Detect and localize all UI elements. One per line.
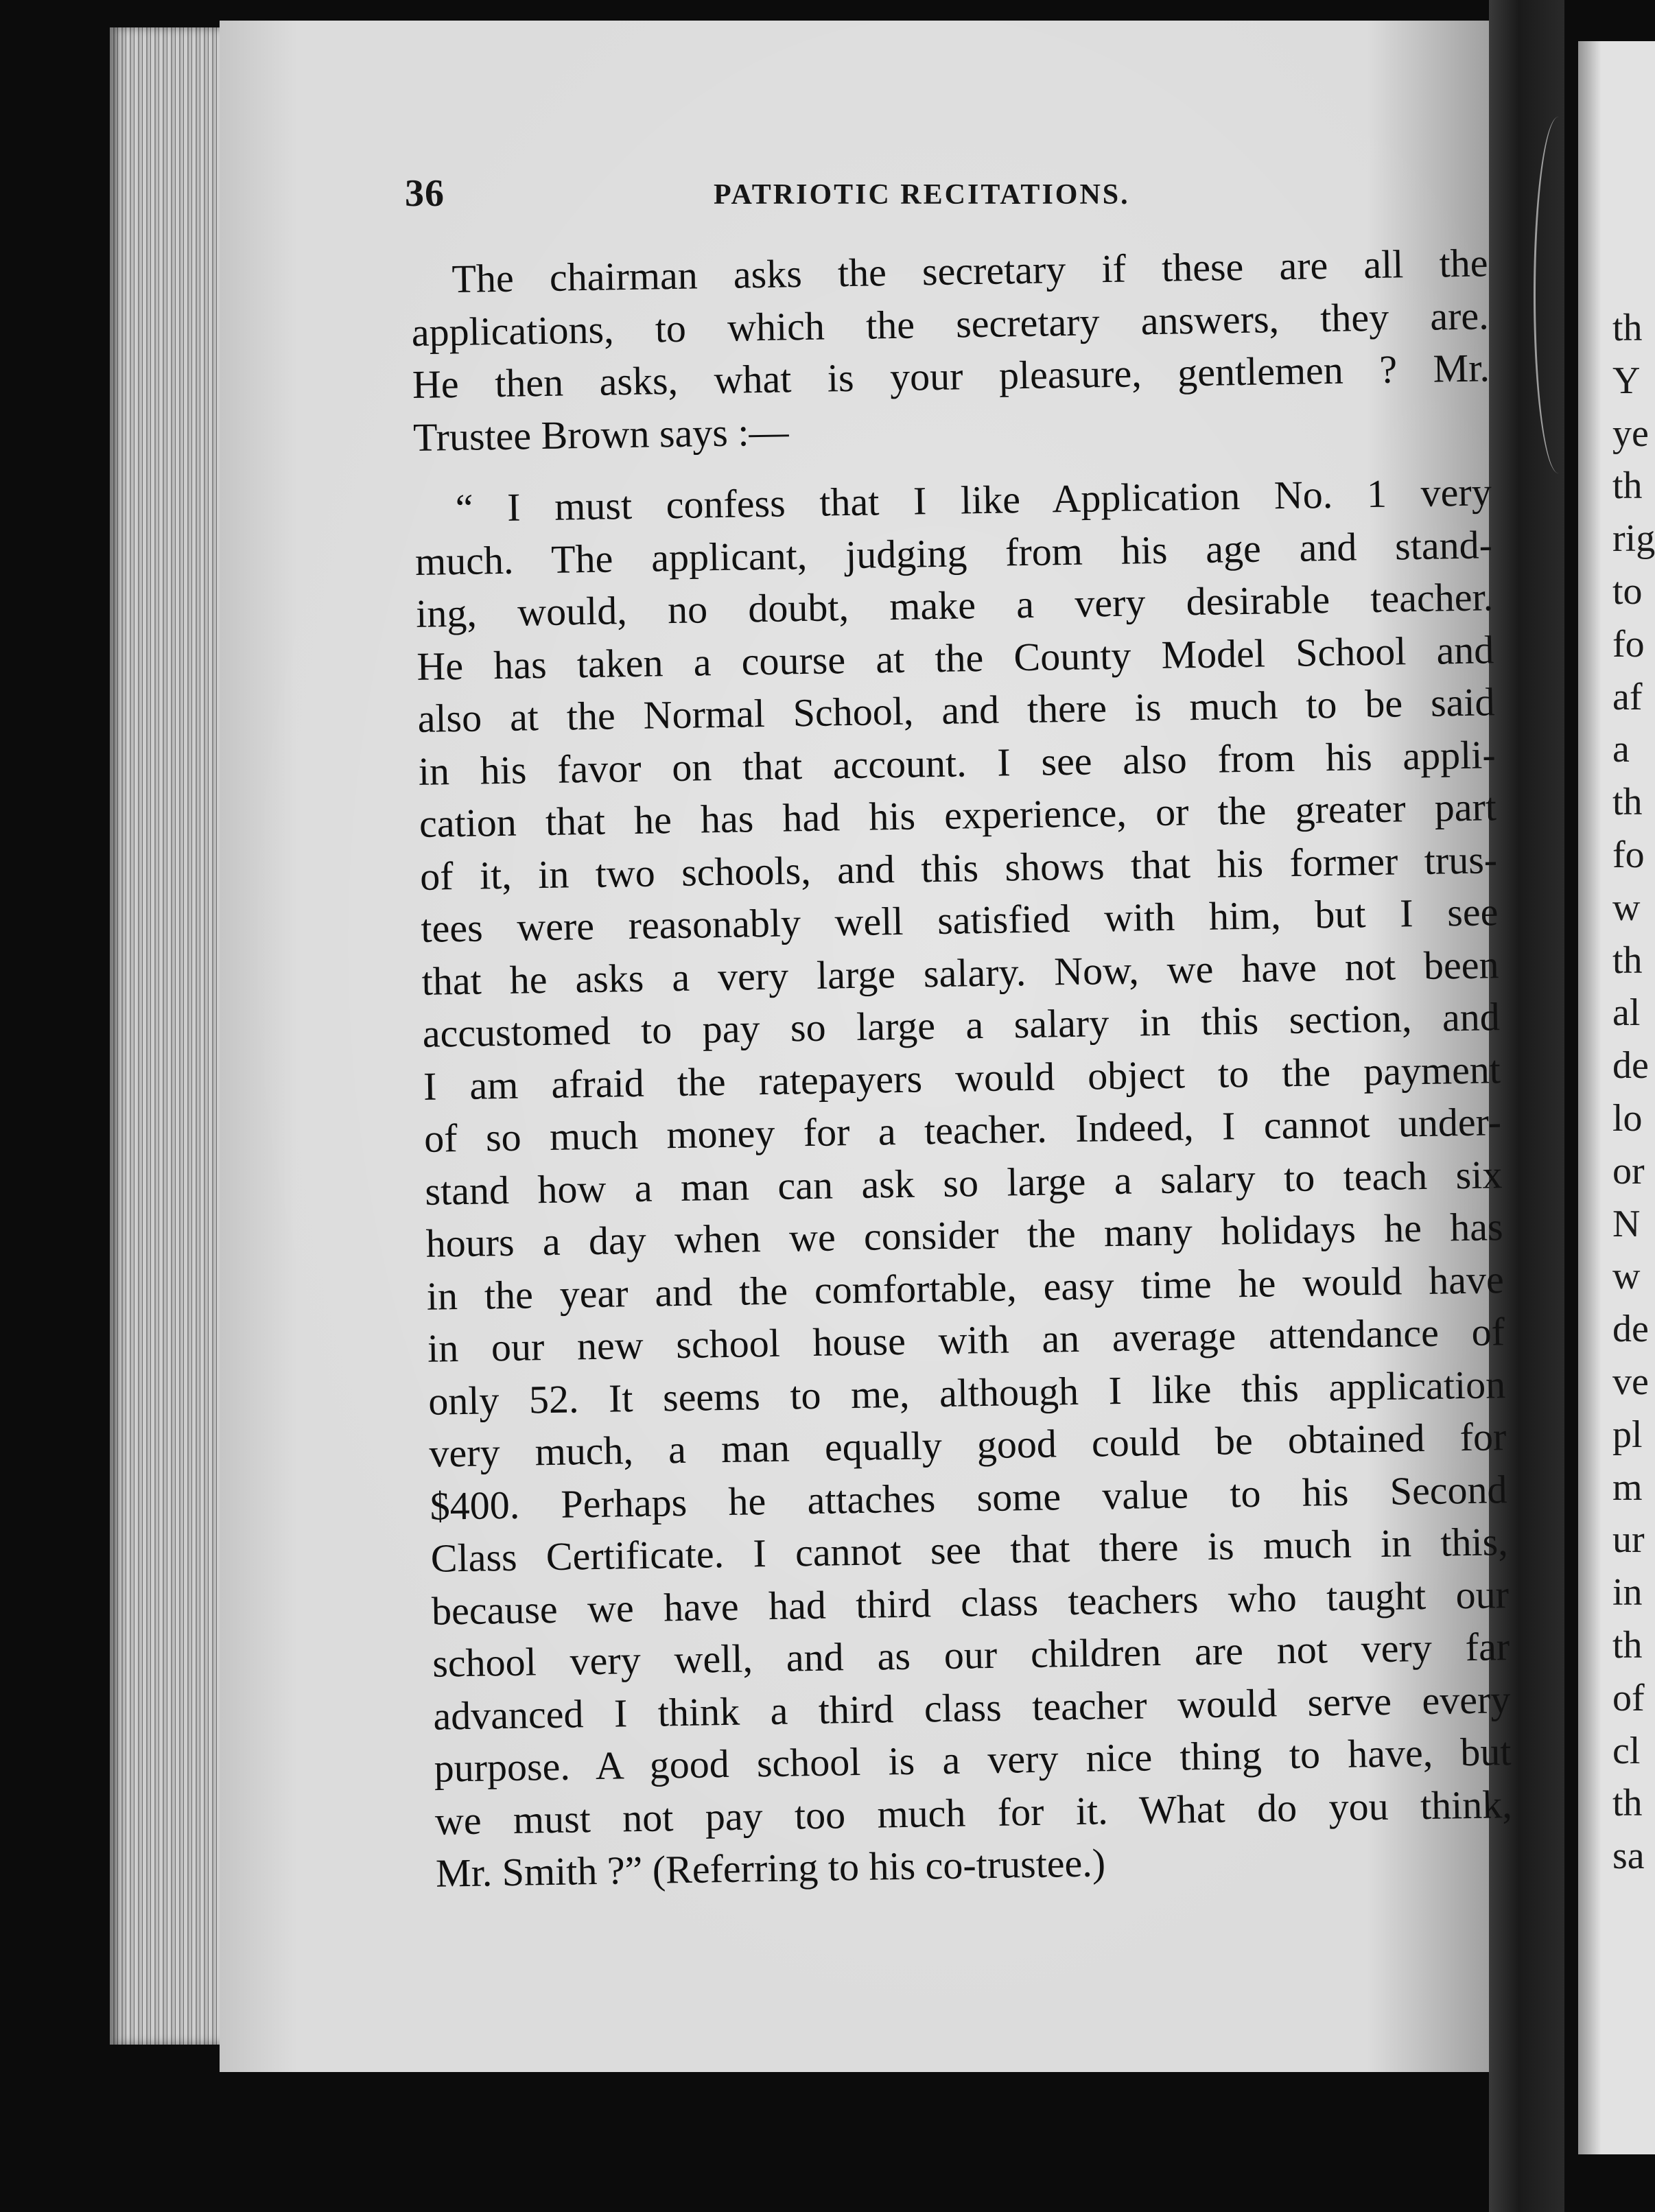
opposite-page-text-fragment: al (1612, 991, 1641, 1035)
opposite-page-text-fragment: ur (1612, 1518, 1645, 1562)
text-line: He then asks, what is your pleasure, gentlemen ? Mr. (412, 345, 1490, 407)
opposite-page-text-fragment: Y (1612, 359, 1641, 402)
opposite-page-text-fragment: in (1612, 1571, 1643, 1614)
text-line: purpose. A good school is a very nice thing to have, but (434, 1729, 1512, 1791)
opposite-page-text-fragment: de (1612, 1044, 1649, 1087)
opposite-page-text-fragment: th (1612, 939, 1643, 982)
opposite-page-text-fragment: th (1612, 307, 1643, 349)
text-line: applications, to which the secretary answers, they are. (411, 292, 1490, 355)
opposite-page-text-fragment: a (1612, 728, 1630, 771)
text-line: we must not pay too much for it. What do you think, (434, 1781, 1513, 1844)
text-line: accustomed to pay so large a salary in this section, and (422, 994, 1501, 1056)
text-line: school very well, and as our children are not very far (432, 1624, 1510, 1686)
paragraph (414, 466, 1513, 1900)
opposite-page-text-fragment: th (1612, 1782, 1643, 1825)
running-title: PATRIOTIC RECITATIONS. (714, 179, 1130, 211)
opposite-page-text-fragment: N (1612, 1202, 1641, 1245)
opposite-page-text-fragment: ve (1612, 1361, 1649, 1403)
text-line: Mr. Smith ?” (Referring to his co-trustee.) (435, 1840, 1106, 1896)
text-line: in his favor on that account. I see also from his appli- (418, 731, 1496, 794)
text-line: advanced I think a third class teacher would serve every (432, 1676, 1511, 1739)
opposite-page-text-fragment: pl (1612, 1413, 1643, 1456)
text-line: The chairman asks the secretary if these are all the (451, 240, 1488, 302)
text-line: He has taken a course at the County Model School and (416, 626, 1494, 689)
book-page-edges (110, 27, 226, 2045)
text-line: only 52. It seems to me, although I like this application (427, 1361, 1506, 1424)
text-line: in our new school house with an average attendance of (427, 1309, 1505, 1371)
opposite-page-text-fragment: th (1612, 781, 1643, 824)
text-line: much. The applicant, judging from his age and stand- (414, 521, 1493, 584)
text-line: of so much money for a teacher. Indeed, I cannot under- (423, 1099, 1502, 1161)
text-line: cation that he has had his experience, or the greater part (419, 784, 1497, 846)
text-line: Class Certificate. I cannot see that there is much in this, (430, 1519, 1509, 1581)
text-line: that he asks a very large salary. Now, we have not been (421, 941, 1499, 1004)
opposite-page-text-fragment: sa (1612, 1835, 1645, 1878)
opposite-page-text-fragment: de (1612, 1308, 1649, 1351)
opposite-page-text-fragment: cl (1612, 1729, 1641, 1772)
opposite-page-text-fragment: w (1612, 886, 1641, 929)
text-line: stand how a man can ask so large a salary to teach six (424, 1151, 1503, 1214)
page-number: 36 (405, 172, 445, 215)
opposite-page-text-fragment: w (1612, 1255, 1641, 1298)
text-line: “ I must confess that I like Application No. 1 very (455, 469, 1492, 531)
text-line: I am afraid the ratepayers would object to the payment (423, 1046, 1501, 1109)
text-line: because we have had third class teachers who taught our (431, 1571, 1510, 1634)
text-line: also at the Normal School, and there is much to be said (417, 679, 1495, 741)
opposite-page-text-fragment: ye (1612, 412, 1649, 455)
opposite-page-text-fragment: lo (1612, 1097, 1643, 1140)
text-line: Trustee Brown says :— (412, 408, 789, 460)
opposite-page-text-fragment: af (1612, 675, 1643, 718)
opposite-page-text-fragment: or (1612, 1149, 1645, 1192)
text-line: of it, in two schools, and this shows that his former trus- (419, 836, 1498, 899)
text-line: ing, would, no doubt, make a very desirable teacher. (415, 574, 1494, 636)
opposite-page-text-fragment: th (1612, 1624, 1643, 1667)
text-line: in the year and the comfortable, easy time he would have (426, 1256, 1505, 1319)
opposite-page-text-fragment: to (1612, 570, 1643, 613)
opposite-page-text-fragment: rig (1612, 517, 1655, 561)
text-line: tees were reasonably well satisfied with him, but I see (420, 889, 1499, 951)
text-line: $400. Perhaps he attaches some value to his Second (430, 1466, 1507, 1529)
paper-curl (1534, 117, 1584, 473)
running-header (405, 172, 1510, 226)
paragraph (410, 237, 1491, 464)
opposite-page-text-fragment: m (1612, 1466, 1643, 1509)
opposite-page-text-fragment: fo (1612, 834, 1645, 876)
text-line: very much, a man equally good could be obtained for (428, 1414, 1507, 1476)
body-text (410, 237, 1513, 1900)
opposite-page-text-fragment: th (1612, 464, 1643, 508)
text-line: hours a day when we consider the many holidays he has (425, 1204, 1503, 1266)
opposite-page-text-fragment: of (1612, 1676, 1645, 1719)
opposite-page-fragment (1578, 41, 1655, 2154)
opposite-page-text-fragment: fo (1612, 622, 1645, 666)
